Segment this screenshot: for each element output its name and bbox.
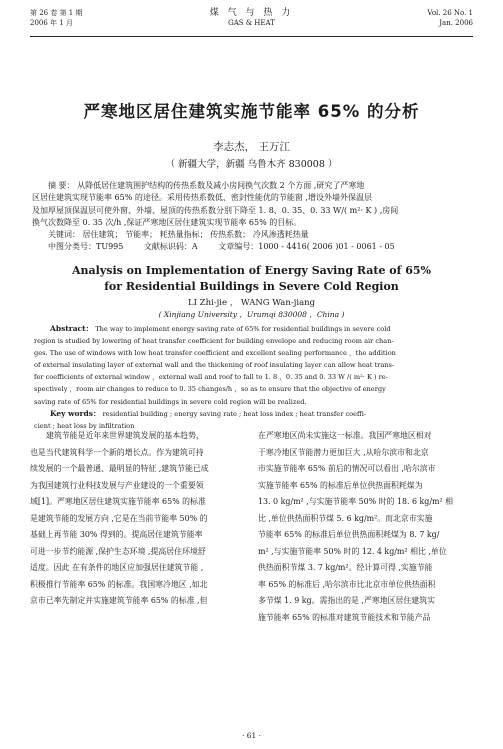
classification-row bbox=[32, 241, 471, 253]
journal-name bbox=[30, 8, 473, 28]
body-line: 率 65% 的标准后 ,哈尔滨市比北京市单位供热面积 bbox=[258, 579, 436, 589]
header-divider bbox=[30, 36, 473, 37]
paper-title-en-line2: for Residential Buildings in Severe Cold Region bbox=[104, 279, 399, 293]
abstract-cn-line: 区居住建筑实现节能率 65% 的途径。采用传热系数低、密封性能优的节能窗 ,增设外墙外保温层 bbox=[32, 193, 372, 203]
body-line: 京市已率先制定并实施建筑节能率 65% 的标准 ,但 bbox=[30, 596, 208, 605]
affiliation-en: ( Xinjiang University ，Urumqi 830008 ，China ) bbox=[158, 310, 345, 319]
keywords-cn: 关键词： 居住建筑； 节能率； 耗热量指标； 传热系数； 冷风渗透耗热量 bbox=[48, 230, 309, 240]
issue-date: 2006 年 1 月 bbox=[30, 19, 73, 27]
keywords-en bbox=[34, 408, 469, 420]
abstract-en-text: The way to implement energy saving rate of 65% for residential buildings in severe cold bbox=[93, 325, 391, 333]
paper-title-en-line1: Analysis on Implementation of Energy Saving Rate of 65% bbox=[72, 264, 431, 277]
body-line: 节能率 65% 的标准后单位供热面积耗煤为 8. 7 kg/ bbox=[258, 530, 440, 539]
abstract-cn-line: 换气次数降至 0. 35 次/h ,保证严寒地区居住建筑实现节能率 65% 的目标。 bbox=[32, 217, 302, 227]
body-line: 市实施节能率 65% 前后的情况可以看出 ,哈尔滨市 bbox=[258, 464, 436, 473]
abstract-cn-line: 及加厚屋顶保温层可使外窗、外墙、屋顶的传热系数分别下降至 1. 8、0. 35、0. 33 W/( m²· K ) ,房间 bbox=[32, 205, 399, 215]
abstract-cn-line: 摘 要： 从降低居住建筑围护结构的传热系数及减小房间换气次数 2 个方面 ,研究了严寒地 bbox=[48, 181, 365, 190]
body-line: 供热面积节煤 3. 7 kg/m²。经计算可得 ,实施节能 bbox=[258, 563, 433, 572]
abstract-cn bbox=[32, 180, 471, 254]
abstract-en-line: region is studied by lowering of heat transfer coefficient for building envelope and reducing room air chan- bbox=[34, 337, 394, 346]
body-line: 也是当代建筑科学一个新的增长点。作为建筑可持 bbox=[30, 447, 204, 457]
running-header bbox=[30, 8, 473, 34]
body-line: 可进一步节约能源 ,保护生态环境 ,提高居住环境舒 bbox=[30, 546, 206, 556]
authors-en: LI Zhi-jie ， WANG Wan-jiang bbox=[187, 298, 316, 308]
body-line: 积极推行节能率 65% 的标准。我国寒冷地区 ,如北 bbox=[30, 579, 208, 589]
abstract-en-line: spectively ，room air changes to reduce to 0. 35 changes/h ，so as to ensure that the objective of energy bbox=[34, 385, 386, 394]
body-column-left bbox=[30, 428, 245, 610]
body-line: 在严寒地区尚未实施这一标准。我国严寒地区相对 bbox=[258, 431, 432, 440]
document-code: 文献标识码：A bbox=[143, 242, 198, 252]
abstract-en-first-line bbox=[34, 323, 469, 335]
abstract-en-line: ges. The use of windows with low heat transfer coefficient and excellent sealing performance ，the addition bbox=[34, 349, 396, 358]
body-line: 比 ,单位供热面积节煤 5. 6 kg/m²。而北京市实施 bbox=[258, 513, 433, 523]
body-line: 多节煤 1. 9 kg。需指出的是 ,严寒地区居住建筑实 bbox=[258, 596, 435, 605]
body-line: m² ,与实施节能率 50% 时的 12. 4 kg/m² 相比 ,单位 bbox=[258, 546, 447, 556]
body-line: 于寒冷地区节能潜力更加巨大 ,从哈尔滨市和北京 bbox=[258, 447, 429, 457]
article-number: 文章编号：1000 - 4416( 2006 )01 - 0061 - 05 bbox=[218, 242, 395, 252]
abstract-en-line: saving rate of 65% for residential buildings in severe cold region will be realized. bbox=[34, 397, 307, 406]
journal-volume-en bbox=[427, 8, 473, 28]
body-line: 13. 0 kg/m² ,与实施节能率 50% 时的 18. 6 kg/m² 相 bbox=[258, 497, 454, 506]
body-line: 基础上再节能 30% 得到的。提高居住建筑节能率 bbox=[30, 530, 203, 539]
abstract-en bbox=[34, 323, 469, 432]
body-column-right bbox=[258, 428, 473, 626]
body-line: 建筑节能是近年来世界建筑发展的基本趋势， bbox=[46, 431, 204, 440]
clc-number: 中图分类号：TU995 bbox=[48, 242, 124, 252]
abstract-en-line: fer coefficients of external window ，external wall and roof to fall to 1. 8 ，0. 35 and 0. 33 W /( m²· K ) re- bbox=[34, 373, 388, 382]
paper-title-cn: 严寒地区居住建筑实施节能率 65% 的分析 bbox=[83, 102, 420, 121]
body-line: 实施节能率 65% 的标准后单位供热面积耗煤为 bbox=[258, 480, 423, 490]
body-line: 为我国建筑行业科技发展与产业建设的一个重要领 bbox=[30, 480, 204, 490]
abstract-en-line: of external insulating layer of external wall and the thickening of roof insulating layer can allow heat trans- bbox=[34, 361, 395, 370]
journal-name-en: GAS & HEAT bbox=[228, 19, 275, 27]
keywords-en-line2: cient ; heat loss by infiltration bbox=[34, 421, 135, 430]
volume-issue-en: Vol. 26 No. 1 bbox=[427, 9, 473, 17]
body-line: 施节能率 65% 的标准对建筑节能技术和节能产品 bbox=[258, 612, 431, 622]
keywords-en-text: residential building ; energy saving rate ; heat loss index ; heat transfer coeffi- bbox=[100, 409, 367, 418]
paper-title-en bbox=[0, 263, 503, 294]
body-line: 域[1]。严寒地区居住建筑实施节能率 65% 的标准 bbox=[30, 497, 206, 506]
abstract-label: Abstract： bbox=[50, 324, 94, 333]
body-line: 续发展的一个最普通、最明显的特征 ,建筑节能已成 bbox=[30, 464, 209, 473]
affiliation-cn: （ 新疆大学，新疆 乌鲁木齐 830008 ） bbox=[165, 159, 338, 170]
volume-issue: 第 26 卷 第 1 期 bbox=[30, 9, 83, 17]
issue-date-en: Jan. 2006 bbox=[439, 19, 473, 27]
authors-cn: 李志杰， 王万江 bbox=[213, 141, 290, 153]
page-number: · 61 · bbox=[241, 731, 262, 740]
body-line: 是建筑节能的发展方向 ,它是在当前节能率 50% 的 bbox=[30, 513, 208, 523]
journal-name-cn: 煤 气 与 热 力 bbox=[209, 8, 294, 18]
keywords-label: Key words： bbox=[50, 408, 101, 418]
body-line: 适度。因此 在有条件的地区应加强居住建筑节能 , bbox=[30, 563, 204, 572]
